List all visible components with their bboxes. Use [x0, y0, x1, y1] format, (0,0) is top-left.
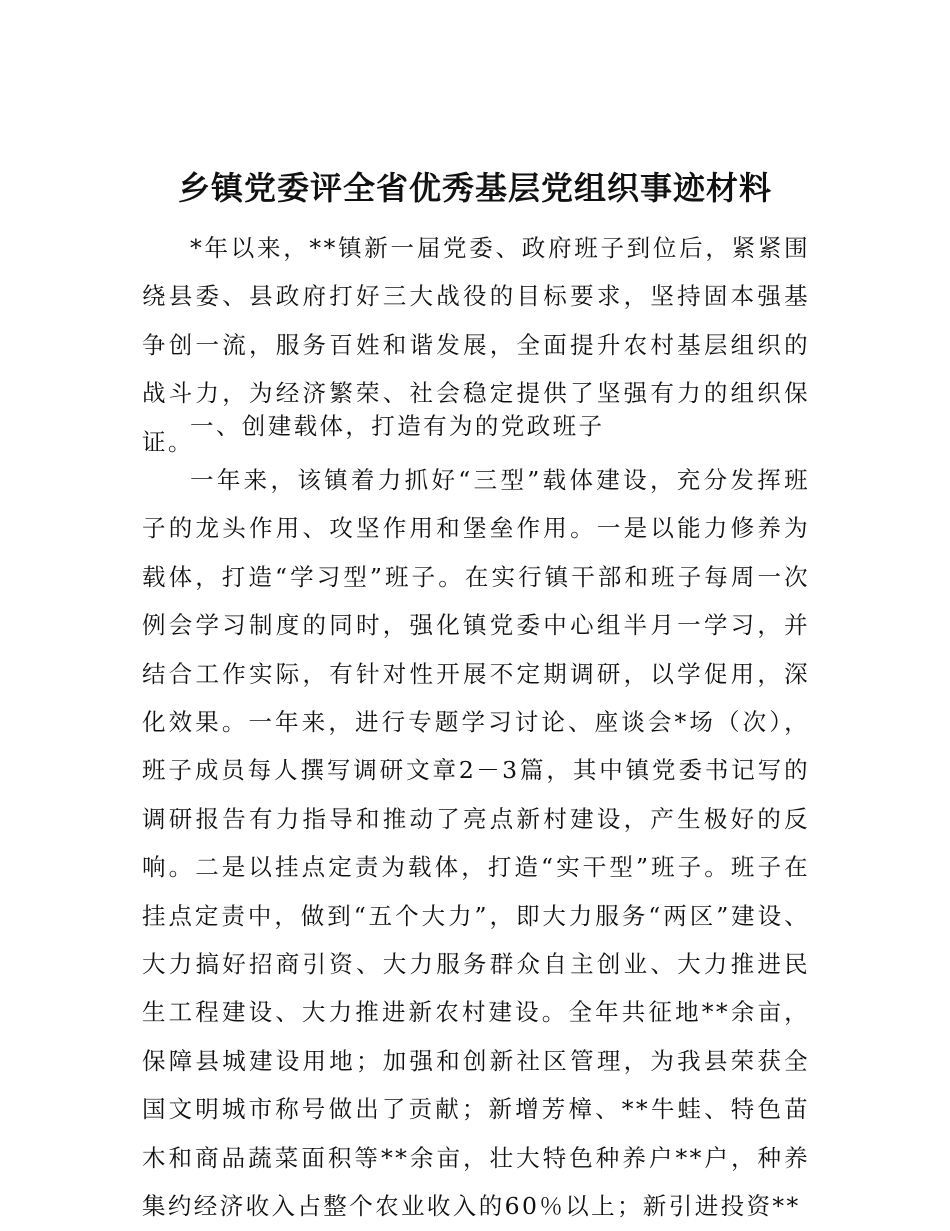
document-title: 乡镇党委评全省优秀基层党组织事迹材料	[177, 169, 772, 207]
section-heading-1: 一、创建载体，打造有为的党政班子	[190, 412, 605, 440]
intro-paragraph: *年以来，**镇新一届党委、政府班子到位后，紧紧围绕县委、县政府打好三大战役的目标要求，坚持固本强基争创一流，服务百姓和谐发展，全面提升农村基层组织的战斗力，为经济繁荣、社会稳定提供了坚强有力的组织保证。	[142, 234, 810, 456]
section-1-paragraph: 一年来，该镇着力抓好“三型”载体建设，充分发挥班子的龙头作用、攻坚作用和堡垒作用。一是以能力修养为载体，打造“学习型”班子。在实行镇干部和班子每周一次例会学习制度的同时，强化镇党委中心组半月一学习，并结合工作实际，有针对性开展不定期调研，以学促用，深化效果。一年来，进行专题学习讨论、座谈会*场（次），班子成员每人撰写调研文章2－3篇，其中镇党委书记写的调研报告有力指导和推动了亮点新村建设，产生极好的反响。二是以挂点定责为载体，打造“实干型”班子。班子在挂点定责中，做到“五个大力”，即大力服务“两区”建设、大力搞好招商引资、大力服务群众自主创业、大力推进民生工程建设、大力推进新农村建设。全年共征地**余亩，保障县城建设用地；加强和创新社区管理，为我县荣获全国文明城市称号做出了贡献；新增芳樟、**牛蛙、特色苗木和商品蔬菜面积等**余亩，壮大特色种养户**户，种养集约经济收入占整个农业收入的60％以上；新引进投资**	[142, 466, 810, 1221]
